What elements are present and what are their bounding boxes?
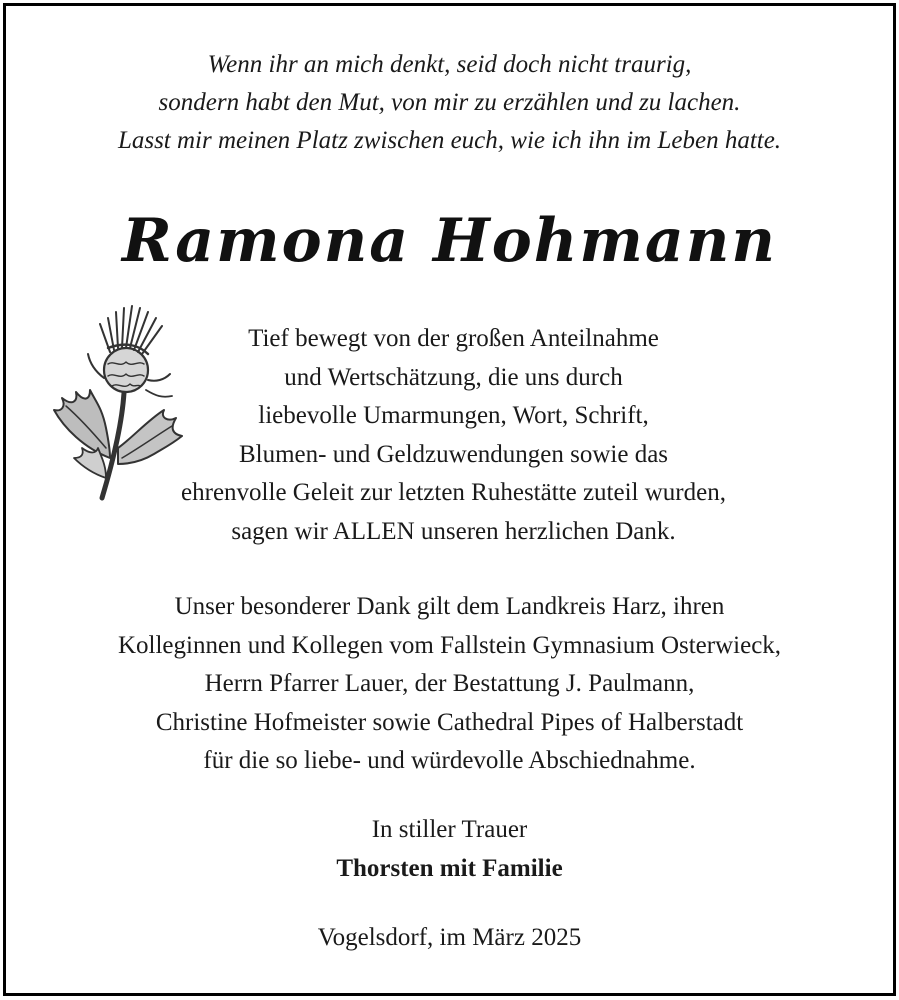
thanks-line: Blumen- und Geldzuwendungen sowie das [238,440,669,468]
special-thanks-paragraph [6,588,893,781]
special-thanks-line: Unser besonderer Dank gilt dem Landkreis Harz, ihren [174,593,725,620]
special-thanks-line: Herrn Pfarrer Lauer, der Bestattung J. Paulmann, [204,670,695,697]
thanks-line: ehrenvolle Geleit zur letzten Ruhestätte zuteil wurden, [181,479,726,506]
mourning-signature [6,811,893,888]
thanks-paragraph [6,320,893,551]
poem [6,46,893,160]
poem-line: Wenn ihr an mich denkt, seid doch nicht traurig, [207,51,692,78]
thanks-line: liebevolle Umarmungen, Wort, Schrift, [258,402,649,429]
thanks-line: und Wertschätzung, die uns durch [284,363,623,391]
special-thanks-line: für die so liebe- und würdevolle Abschiednahme. [203,747,696,774]
poem-line: sondern habt den Mut, von mir zu erzählen und zu lachen. [158,89,741,116]
mourning-phrase: In stiller Trauer [371,816,528,843]
deceased-name: Ramona Hohmann [122,206,777,276]
special-thanks-line: Christine Hofmeister sowie Cathedral Pipes of Halberstadt [155,708,744,736]
family-name: Thorsten mit Familie [336,854,563,882]
special-thanks-line: Kolleginnen und Kollegen vom Fallstein Gymnasium Osterwieck, [117,631,782,659]
place-date: Vogelsdorf, im März 2025 [317,924,582,951]
thanks-line: Tief bewegt von der großen Anteilnahme [248,325,659,352]
thanks-line: sagen wir ALLEN unseren herzlichen Dank. [231,517,676,545]
poem-line: Lasst mir meinen Platz zwischen euch, wie ich ihn im Leben hatte. [117,127,782,154]
obituary-card [3,3,896,996]
